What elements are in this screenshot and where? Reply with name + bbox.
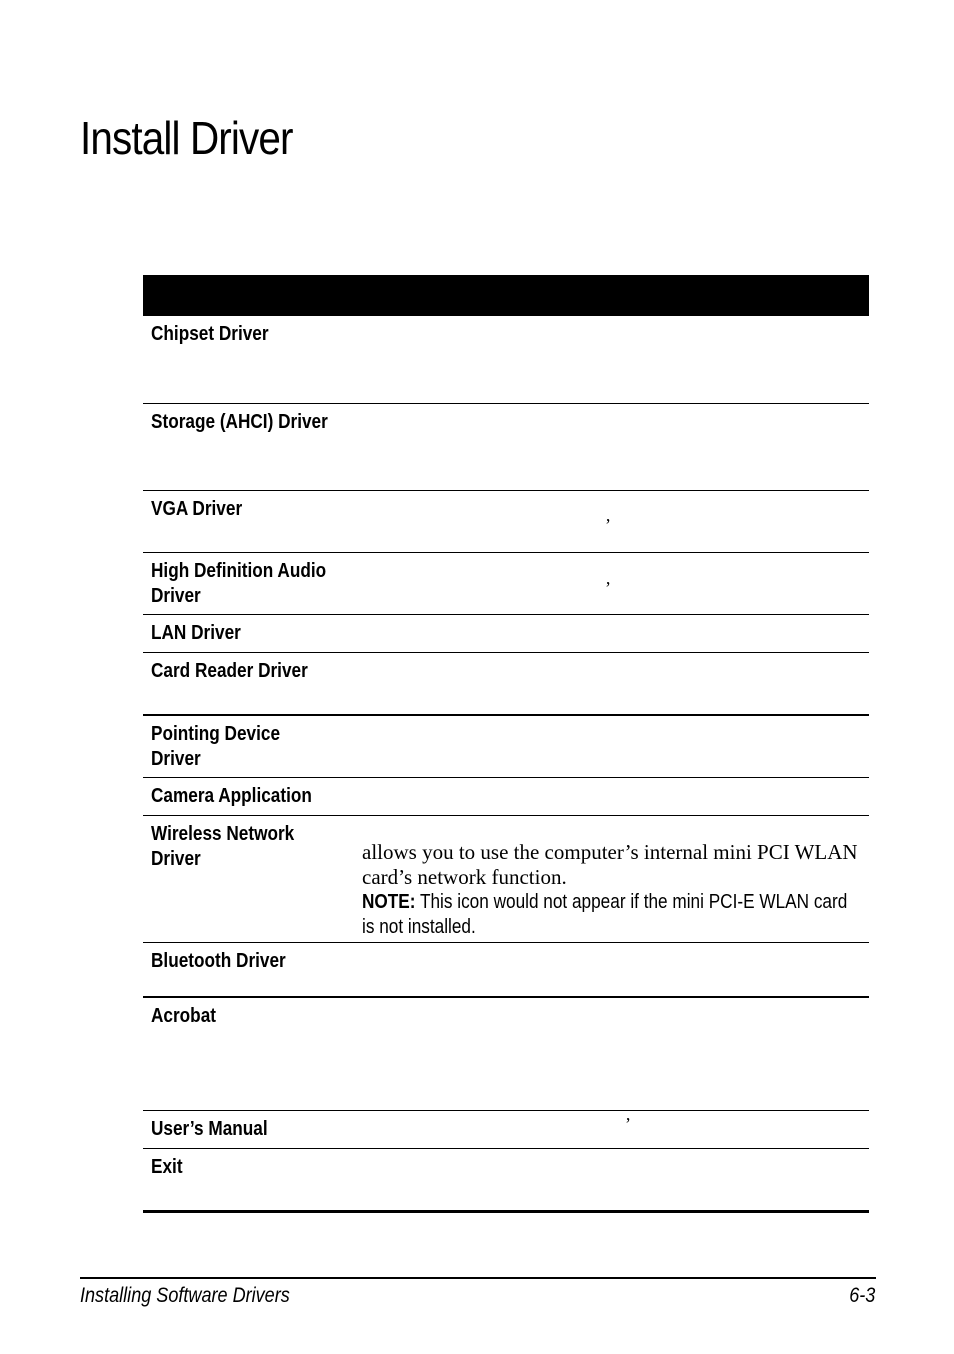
row-label: Card Reader Driver [151, 660, 308, 682]
row-label: User’s Manual [151, 1118, 268, 1140]
table-row-chipset-driver [143, 316, 869, 404]
table-row-bluetooth-driver [143, 943, 869, 998]
row-label: Bluetooth Driver [151, 950, 286, 972]
note-label: NOTE: [362, 891, 416, 913]
table-row-wireless-network-driver [143, 816, 869, 943]
row-mark: ’ [605, 578, 611, 598]
row-label: Storage (AHCI) Driver [151, 411, 328, 433]
table-row-camera-application [143, 778, 869, 816]
row-label: Camera Application [151, 785, 312, 807]
row-label: VGA Driver [151, 498, 243, 520]
table-row-exit [143, 1149, 869, 1213]
page-title: Install Driver [80, 112, 293, 164]
note-text: This icon would not appear if the mini PCI-E WLAN card is not installed. [362, 891, 848, 938]
row-label: Exit [151, 1156, 183, 1178]
table-row-vga-driver [143, 491, 869, 553]
table-row-card-reader-driver [143, 653, 869, 716]
wireless-note [362, 890, 852, 940]
footer-divider [80, 1277, 876, 1279]
row-label: LAN Driver [151, 622, 241, 644]
row-label: Pointing Device Driver [151, 723, 281, 770]
row-mark: ’ [625, 1114, 631, 1134]
row-label: Wireless Network Driver [151, 823, 295, 870]
row-label: High Definition Audio Driver [151, 560, 327, 607]
table-row-lan-driver [143, 615, 869, 653]
row-description [362, 840, 862, 940]
table-row-users-manual [143, 1111, 869, 1149]
footer-page-number: 6-3 [848, 1284, 875, 1307]
table-row-pointing-device-driver [143, 716, 869, 778]
row-label: Chipset Driver [151, 323, 269, 345]
wireless-description: allows you to use the computer’s internal mini PCI WLAN card’s network function. [362, 840, 858, 889]
driver-table [143, 275, 869, 1213]
row-label: Acrobat [151, 1005, 216, 1027]
table-row-storage-driver [143, 404, 869, 491]
table-row-audio-driver [143, 553, 869, 615]
table-row-acrobat [143, 998, 869, 1111]
table-header-bar [143, 275, 869, 316]
row-mark: ’ [605, 515, 611, 535]
footer-section-title: Installing Software Drivers [80, 1284, 290, 1307]
